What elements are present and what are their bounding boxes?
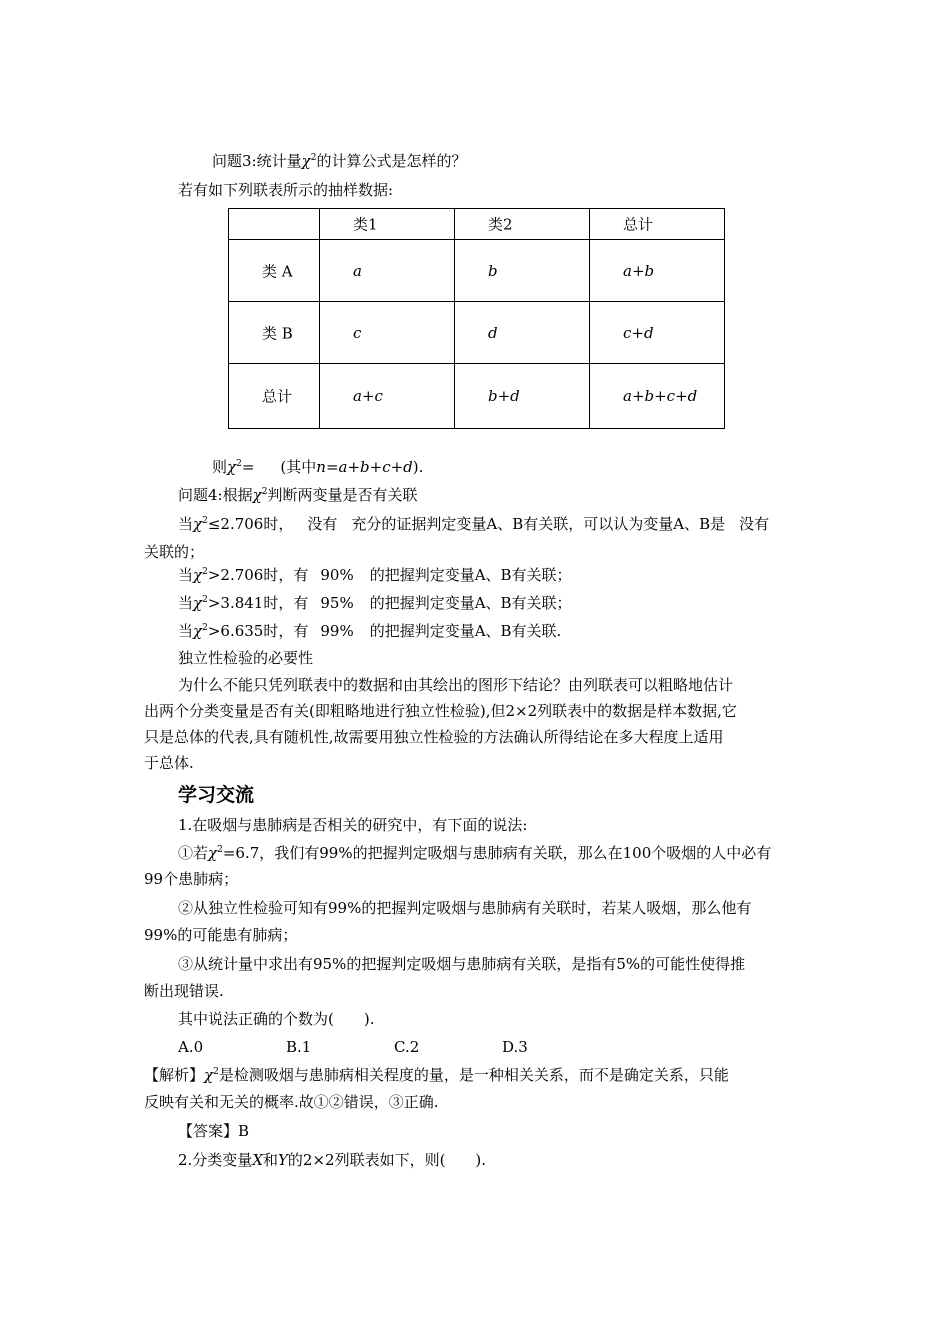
statement-3: ③从统计量中求出有95%的把握判定吸烟与患肺病有关联，是指有5%的可能性使得推 [178, 955, 746, 973]
paragraph-line: 出两个分类变量是否有关(即粗略地进行独立性检验),但2×2列联表中的数据是样本数据,它 [144, 702, 737, 720]
table-cell: c+d [590, 302, 725, 364]
explanation-cont: 反映有关和无关的概率.故①②错误，③正确. [144, 1093, 439, 1111]
intro-text: 若有如下列联表所示的抽样数据: [178, 181, 394, 199]
table-cell: d [455, 302, 590, 364]
criterion-1: 当$\chi^2\le 2.706$时， 没有 充分的证据判定变量A、B有关联，可以认为变量A、B是 没有 [178, 515, 770, 533]
table-cell: c [320, 302, 455, 364]
criterion-1-cont: 关联的； [144, 543, 205, 561]
explanation: 【解析】$\chi^2$是检测吸烟与患肺病相关程度的量，是一种相关关系，而不是确定关系，只能 [144, 1066, 729, 1084]
question-3: 问题3:统计量$\chi^2$的计算公式是怎样的？ [212, 152, 467, 170]
table-cell: b [455, 240, 590, 302]
table-row-label: 总计 [229, 364, 320, 429]
exercise-1-ask: 其中说法正确的个数为( ). [178, 1010, 375, 1028]
statement-2-cont: 99%的可能患有肺病； [144, 926, 298, 944]
table-cell: a+b [590, 240, 725, 302]
exercise-2-question: 2.分类变量X和Y的2×2列联表如下，则( ). [178, 1151, 487, 1169]
criterion-3: 当$\chi^2>3.841$时，有 95% 的把握判定变量A、B有关联； [178, 594, 572, 612]
table-row [229, 209, 725, 240]
chi-square-formula: 则$\chi^2=$ (其中n=a+b+c+d). [212, 458, 424, 476]
section-heading: 学习交流 [178, 784, 255, 806]
table-header-cell: 类2 [455, 209, 590, 240]
table-row [229, 302, 725, 364]
table-row [229, 240, 725, 302]
option-b: B.1 [286, 1038, 312, 1056]
table-row-label: 类 B [229, 302, 320, 364]
statement-3-cont: 断出现错误. [144, 982, 224, 1000]
option-c: C.2 [394, 1038, 420, 1056]
question-4: 问题4:根据$\chi^2$判断两变量是否有关联 [178, 486, 418, 504]
necessity-title: 独立性检验的必要性 [178, 649, 314, 667]
paragraph-line: 于总体. [144, 754, 194, 772]
table-cell: b+d [455, 364, 590, 429]
statement-1: ①若$\chi^2=6.7$，我们有99%的把握判定吸烟与患肺病有关联，那么在100个吸烟的人中必有 [178, 844, 772, 862]
table-cell: a+b+c+d [590, 364, 725, 429]
statement-1-cont: 99个患肺病； [144, 870, 239, 888]
table-cell: a+c [320, 364, 455, 429]
table-row-label: 类 A [229, 240, 320, 302]
criterion-2: 当$\chi^2>2.706$时，有 90% 的把握判定变量A、B有关联； [178, 566, 572, 584]
table-cell [229, 209, 320, 240]
paragraph-line: 为什么不能只凭列联表中的数据和由其绘出的图形下结论？由列联表可以粗略地估计 [178, 676, 734, 694]
table-header-cell: 总计 [590, 209, 725, 240]
exercise-1-question: 1.在吸烟与患肺病是否相关的研究中，有下面的说法: [178, 816, 528, 834]
statement-2: ②从独立性检验可知有99%的把握判定吸烟与患肺病有关联时，若某人吸烟，那么他有 [178, 899, 752, 917]
table-cell: a [320, 240, 455, 302]
paragraph-line: 只是总体的代表,具有随机性,故需要用独立性检验的方法确认所得结论在多大程度上适用 [144, 728, 724, 746]
table-header-cell: 类1 [320, 209, 455, 240]
contingency-table [228, 208, 725, 429]
option-a: A.0 [178, 1038, 204, 1056]
answer: 【答案】B [178, 1122, 250, 1140]
option-d: D.3 [502, 1038, 528, 1056]
table-row [229, 364, 725, 429]
criterion-4: 当$\chi^2>6.635$时，有 99% 的把握判定变量A、B有关联. [178, 622, 562, 640]
